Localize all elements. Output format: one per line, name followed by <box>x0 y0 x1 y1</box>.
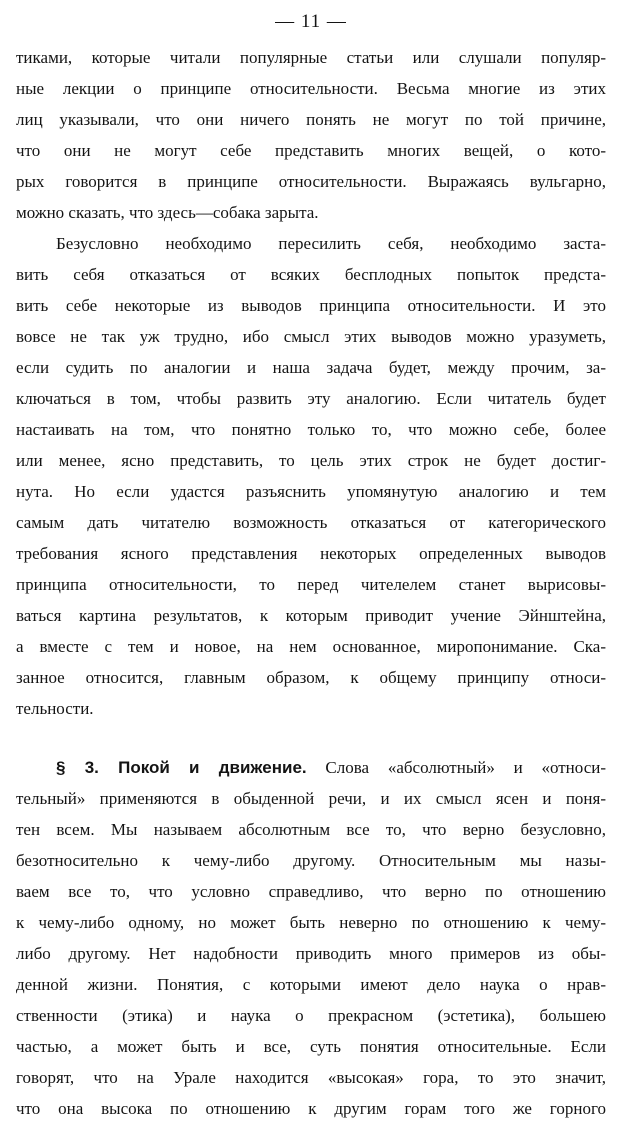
section-spacer <box>16 724 606 752</box>
text-line: вить себя отказаться от всяких бесплодных попыток предста- <box>16 265 606 284</box>
text-line: а вместе с тем и новое, на нем основанное, миропонимание. Ска- <box>16 637 606 656</box>
text-line: что они не могут себе представить многих вещей, о кото- <box>16 141 606 160</box>
text-line: Безусловно необходимо пересилить себя, необходимо заста- <box>56 234 606 253</box>
page-number: — 11 — <box>275 11 347 32</box>
text-line: занное относится, главным образом, к общему принципу относи- <box>16 668 606 687</box>
text-line: тиками, которые читали популярные статьи или слушали популяр- <box>16 48 606 67</box>
text-line: к чему-либо одному, но может быть неверно по отношению к чему- <box>16 913 606 932</box>
text-line: вить себе некоторые из выводов принципа относительности. И это <box>16 296 606 315</box>
text-line: тельности. <box>16 699 94 718</box>
text-line: нута. Но если удастся разъяснить упомянутую аналогию и тем <box>16 482 606 501</box>
paragraph-2 <box>16 228 606 724</box>
text-line: либо другому. Нет надобности приводить много примеров из обы- <box>16 944 606 963</box>
section-first-line-text: Слова «абсолютный» и «относи- <box>325 758 606 777</box>
text-line: ваем все то, что условно справедливо, что верно по отношению <box>16 882 606 901</box>
text-line: требования ясного представления некоторых определенных выводов <box>16 544 606 563</box>
text-line: говорят, что на Урале находится «высокая» гора, то это значит, <box>16 1068 606 1087</box>
text-line: если судить по аналогии и наша задача будет, между прочим, за- <box>16 358 606 377</box>
text-line: вовсе не так уж трудно, ибо смысл этих выводов можно уразуметь, <box>16 327 606 346</box>
text-line: ваться картина результатов, к которым приводит учение Эйнштейна, <box>16 606 606 625</box>
text-line: ные лекции о принципе относительности. Весьма многие из этих <box>16 79 606 98</box>
text-line: что она высока по отношению к другим горам того же горного <box>16 1099 606 1118</box>
text-line: тен всем. Мы называем абсолютным все то, что верно безусловно, <box>16 820 606 839</box>
section-heading: § 3. Покой и движение. <box>56 758 307 777</box>
text-line: частью, а может быть и все, суть понятия относительные. Если <box>16 1037 606 1056</box>
book-page <box>16 8 606 1124</box>
text-line: принципа относительности, то перед чителелем станет вырисовы- <box>16 575 606 594</box>
text-line: лиц указывали, что они ничего понять не могут по той причине, <box>16 110 606 129</box>
text-line: настаивать на том, что понятно только то, что можно себе, более <box>16 420 606 439</box>
section-first-line <box>16 752 606 783</box>
text-line: можно сказать, что здесь—собака зарыта. <box>16 203 319 222</box>
text-line: ключаться в том, чтобы развить эту аналогию. Если читатель будет <box>16 389 606 408</box>
paragraph-1 <box>16 42 606 228</box>
text-line: тельный» применяются в обыденной речи, и их смысл ясен и поня- <box>16 789 606 808</box>
text-line: самым дать читателю возможность отказаться от категорического <box>16 513 606 532</box>
text-line: денной жизни. Понятия, с которыми имеют дело наука о нрав- <box>16 975 606 994</box>
section-3 <box>16 752 606 1124</box>
text-line: рых говорится в принципе относительности. Выражаясь вульгарно, <box>16 172 606 191</box>
text-line: ственности (этика) и наука о прекрасном (эстетика), большею <box>16 1006 606 1025</box>
text-line: или менее, ясно представить, то цель этих строк не будет достиг- <box>16 451 606 470</box>
text-line: безотносительно к чему-либо другому. Относительным мы назы- <box>16 851 606 870</box>
